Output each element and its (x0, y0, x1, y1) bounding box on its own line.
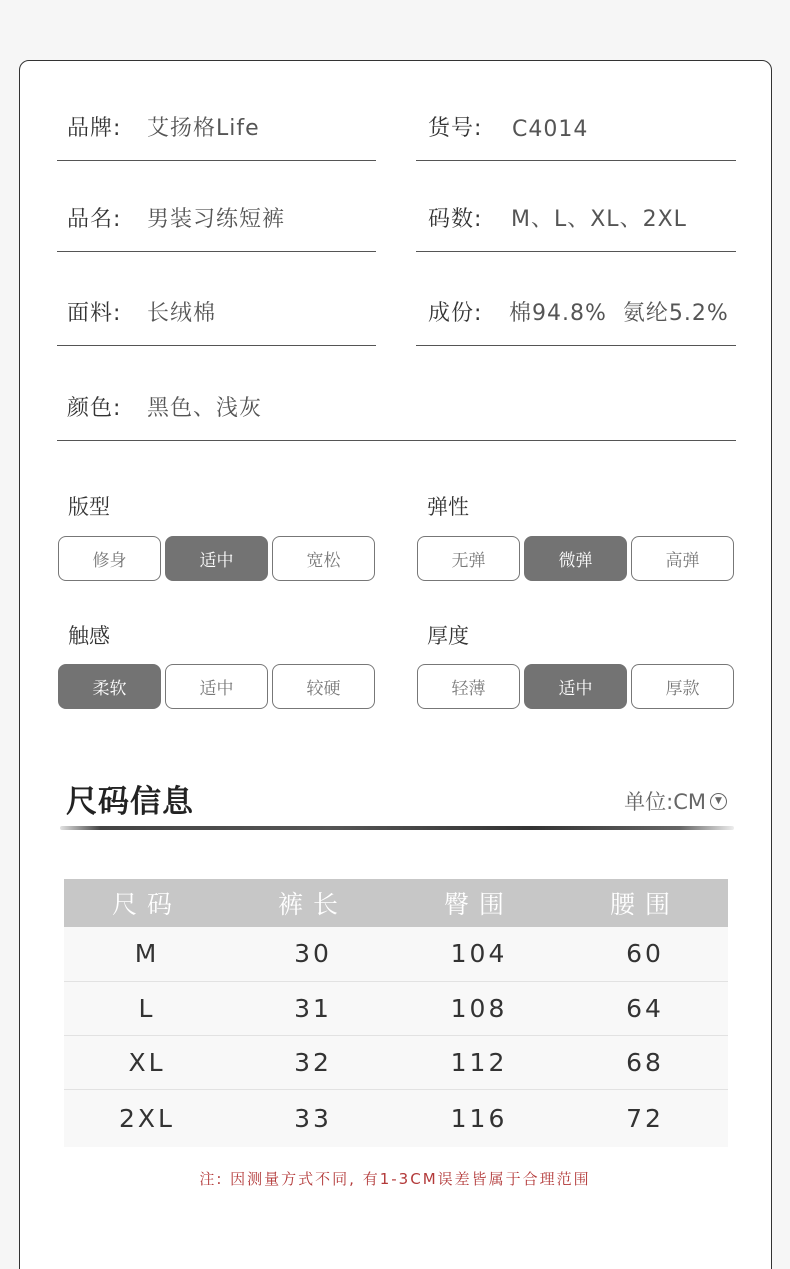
feel-option-firm[interactable]: 较硬 (272, 664, 375, 709)
product-name-value: 男装习练短裤 (147, 207, 286, 232)
header-length: 裤长 (230, 879, 396, 927)
cell-size: 2XL (64, 1089, 230, 1147)
unit-selector[interactable] (624, 786, 727, 816)
cell-length: 31 (230, 981, 396, 1035)
cell-size: L (64, 981, 230, 1035)
color-label: 颜色: (67, 396, 122, 421)
elasticity-option-none[interactable]: 无弹 (417, 536, 520, 581)
header-hip: 臀围 (396, 879, 562, 927)
feel-title: 触感 (68, 624, 110, 648)
color-value: 黑色、浅灰 (147, 396, 263, 421)
elasticity-option-slight[interactable]: 微弹 (524, 536, 627, 581)
thickness-option-thin[interactable]: 轻薄 (417, 664, 520, 709)
cell-length: 32 (230, 1035, 396, 1089)
composition-row (416, 301, 736, 346)
size-table-header (64, 879, 728, 927)
brand-value: 艾扬格Life (147, 116, 260, 141)
cell-length: 30 (230, 927, 396, 981)
cell-hip: 112 (396, 1035, 562, 1089)
cell-hip: 116 (396, 1089, 562, 1147)
measurement-note: 注: 因测量方式不同, 有1-3CM误差皆属于合理范围 (199, 1170, 591, 1188)
cell-size: XL (64, 1035, 230, 1089)
sku-value: C4014 (512, 117, 589, 142)
cell-waist: 72 (562, 1089, 728, 1147)
elasticity-option-high[interactable]: 高弹 (631, 536, 734, 581)
fabric-value: 长绒棉 (147, 301, 217, 326)
fabric-row (57, 301, 376, 346)
cell-waist: 68 (562, 1035, 728, 1089)
composition-value: 棉94.8% 氨纶5.2% (509, 301, 729, 326)
fabric-label: 面料: (67, 301, 122, 326)
fit-title: 版型 (68, 495, 110, 519)
product-name-row (57, 207, 376, 252)
cell-waist: 60 (562, 927, 728, 981)
product-name-label: 品名: (67, 207, 122, 232)
thickness-option-thick[interactable]: 厚款 (631, 664, 734, 709)
fit-option-regular[interactable]: 适中 (165, 536, 268, 581)
color-row (57, 396, 736, 441)
brush-divider (60, 826, 734, 830)
brand-label: 品牌: (67, 116, 122, 141)
cell-hip: 108 (396, 981, 562, 1035)
table-row (64, 981, 728, 1035)
cell-length: 33 (230, 1089, 396, 1147)
table-row (64, 1089, 728, 1147)
elasticity-title: 弹性 (427, 495, 469, 519)
sizes-row (416, 207, 736, 252)
chevron-down-circle-icon: ▼ (710, 793, 727, 810)
cell-waist: 64 (562, 981, 728, 1035)
sizes-value: M、L、XL、2XL (511, 207, 687, 232)
thickness-title: 厚度 (427, 624, 469, 648)
fit-option-slim[interactable]: 修身 (58, 536, 161, 581)
feel-option-soft[interactable]: 柔软 (58, 664, 161, 709)
cell-size: M (64, 927, 230, 981)
table-row (64, 927, 728, 981)
sku-label: 货号: (428, 116, 483, 141)
size-info-title: 尺码信息 (66, 784, 194, 820)
feel-option-medium[interactable]: 适中 (165, 664, 268, 709)
thickness-option-medium[interactable]: 适中 (524, 664, 627, 709)
composition-label: 成份: (428, 301, 483, 326)
header-size: 尺码 (64, 879, 230, 927)
sku-row (416, 116, 736, 161)
cell-hip: 104 (396, 927, 562, 981)
header-waist: 腰围 (562, 879, 728, 927)
fit-option-loose[interactable]: 宽松 (272, 536, 375, 581)
unit-label: 单位:CM (624, 790, 706, 814)
size-table (64, 879, 728, 1147)
sizes-label: 码数: (428, 207, 483, 232)
table-row (64, 1035, 728, 1089)
brand-row (57, 116, 376, 161)
